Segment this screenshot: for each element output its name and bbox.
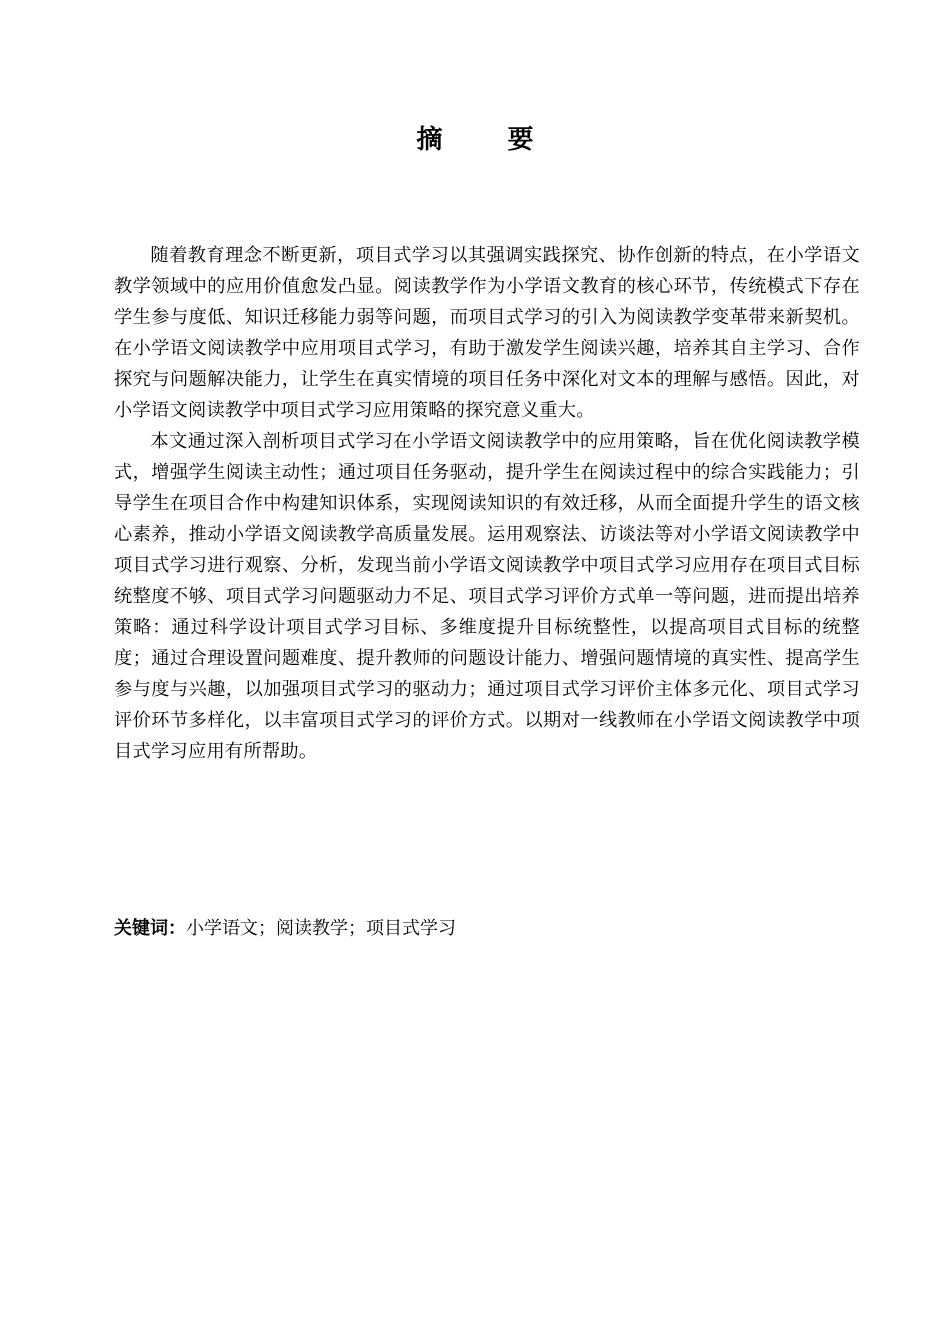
- keywords-label: 关键词：: [114, 918, 186, 939]
- abstract-paragraph-2: 本文通过深入剖析项目式学习在小学语文阅读教学中的应用策略，旨在优化阅读教学模式，增强学生阅读主动性；通过项目任务驱动，提升学生在阅读过程中的综合实践能力；引导学生在项目合作中构建知识体系，实现阅读知识的有效迁移，从而全面提升学生的语文核心素养，推动小学语文阅读教学高质量发展。运用观察法、访谈法等对小学语文阅读教学中项目式学习进行观察、分析，发现当前小学语文阅读教学中项目式学习应用存在项目式目标统整度不够、项目式学习问题驱动力不足、项目式学习评价方式单一等问题，进而提出培养策略：通过科学设计项目式学习目标、多维度提升目标统整性，以提高项目式目标的统整度；通过合理设置问题难度、提升教师的问题设计能力、增强问题情境的真实性、提高学生参与度与兴趣，以加强项目式学习的驱动力；通过项目式学习评价主体多元化、项目式学习评价环节多样化，以丰富项目式学习的评价方式。以期对一线教师在小学语文阅读教学中项目式学习应用有所帮助。: [114, 431, 860, 762]
- abstract-paragraph-1: 随着教育理念不断更新，项目式学习以其强调实践探究、协作创新的特点，在小学语文教学领域中的应用价值愈发凸显。阅读教学作为小学语文教育的核心环节，传统模式下存在学生参与度低、知识迁移能力弱等问题，而项目式学习的引入为阅读教学变革带来新契机。在小学语文阅读教学中应用项目式学习，有助于激发学生阅读兴趣，培养其自主学习、合作探究与问题解决能力，让学生在真实情境的项目任务中深化对文本的理解与感悟。因此，对小学语文阅读教学中项目式学习应用策略的探究意义重大。: [114, 245, 860, 421]
- abstract-body: [114, 240, 860, 767]
- keywords-value: 小学语文；阅读教学；项目式学习: [186, 918, 456, 939]
- page-title: 摘 要: [416, 125, 562, 155]
- keywords-line: [114, 914, 860, 944]
